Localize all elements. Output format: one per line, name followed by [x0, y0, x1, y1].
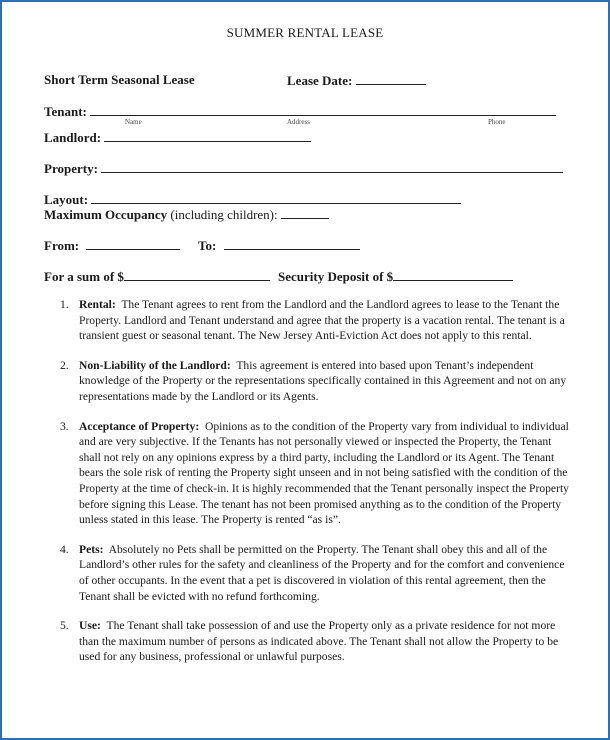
to-label: To:: [198, 238, 217, 253]
clause-heading: Use:: [79, 619, 101, 633]
tenant-address-field[interactable]: [232, 103, 480, 116]
rent-sum-label: For a sum of $: [44, 269, 124, 284]
clause-text: The Tenant shall take possession of and use the Property only as a private residence for not more than the maximum number of persons as indicated above. The Tenant shall not allow the Property to be used for any business, professional or unlawful purposes.: [79, 619, 559, 664]
tenant-name-caption: Name: [125, 118, 142, 126]
clause-number: 4.: [60, 542, 69, 556]
clause-text: Absolutely no Pets shall be permitted on the Property. The Tenant shall obey this and all of the Landlord’s other rules for the safety and cleanliness of the Property and for the comfort and convenience of other occupants. In the event that a pet is discovered in violation of this rental agreement, then the Tenant shall be evicted with no refund forthcoming.: [79, 542, 565, 603]
from-date-field[interactable]: [86, 237, 180, 250]
clause-heading: Acceptance of Property:: [79, 419, 200, 433]
document-title: SUMMER RENTAL LEASE: [226, 25, 384, 40]
max-occupancy-field[interactable]: [281, 206, 329, 219]
property-field[interactable]: [101, 160, 563, 173]
lease-date-row: [287, 72, 426, 89]
landlord-row: [44, 129, 311, 146]
tenant-label: Tenant:: [44, 104, 87, 119]
layout-field[interactable]: [91, 191, 461, 204]
landlord-label: Landlord:: [44, 130, 102, 145]
to-row: [198, 237, 360, 254]
tenant-phone-field[interactable]: [480, 103, 556, 116]
max-occupancy-row: [44, 206, 329, 223]
from-label: From:: [44, 238, 80, 253]
from-row: [44, 237, 180, 254]
clause-text: Opinions as to the condition of the Property vary from individual to individual and are very subjective. If the Tenants has not personally viewed or inspected the Property, the Tenant shall not rely on any opinions express by a third party, including the Landlord or its Agent. The Tenant bears the sole risk of renting the Property sight unseen and in not being satisfied with the condition of the Property at the time of check-in. It is highly recommended that the Tenant personally inspect the Property before signing this Lease. The tenant has not been promised anything as to the condition of the Property unless stated in this lease. The Property is rented “as is”.: [79, 419, 569, 527]
landlord-field[interactable]: [104, 129, 311, 142]
tenant-phone-caption: Phone: [488, 118, 506, 126]
property-label: Property:: [44, 161, 98, 176]
lease-date-field[interactable]: [356, 72, 426, 85]
max-occupancy-note: (including children):: [170, 207, 278, 222]
deposit-row: [278, 268, 513, 285]
clause-use: [52, 618, 572, 665]
clause-rental: [52, 297, 572, 344]
lease-type-label: Short Term Seasonal Lease: [44, 72, 195, 87]
clause-text: This agreement is entered into based upon Tenant’s independent knowledge of the Property or the representations specifically contained in this Agreement and not on any representations made by the Landlord or its Agents.: [79, 358, 567, 403]
clause-heading: Rental:: [79, 298, 116, 311]
max-occupancy-label: Maximum Occupancy: [44, 207, 168, 222]
tenant-address-caption: Address: [287, 118, 310, 126]
clause-heading: Non-Liability of the Landlord:: [79, 358, 231, 372]
rent-sum-field[interactable]: [124, 268, 270, 281]
deposit-field[interactable]: [393, 268, 513, 281]
clause-text: The Tenant agrees to rent from the Landlord and the Landlord agrees to lease to the Tenant the Property. Landlord and Tenant understand and agree that the property is a vacation rental. The tenant is a transient guest or seasonal tenant. The New Jersey Anti-Eviction Act does not apply to this rental.: [79, 298, 565, 343]
clause-number: 3.: [60, 419, 69, 433]
clause-heading: Pets:: [79, 542, 104, 556]
rent-sum-row: [44, 268, 270, 285]
lease-date-label: Lease Date:: [287, 73, 353, 88]
clause-number: 2.: [60, 358, 69, 372]
clause-number: 5.: [60, 619, 69, 633]
tenant-name-field[interactable]: [90, 103, 232, 116]
layout-label: Layout:: [44, 192, 89, 207]
to-date-field[interactable]: [224, 237, 360, 250]
clause-pets: [52, 542, 572, 604]
clause-number: 1.: [60, 298, 69, 311]
clause-acceptance: [52, 419, 572, 528]
property-row: [44, 160, 563, 177]
clause-non-liability: [52, 358, 572, 405]
lease-clauses: [52, 297, 572, 679]
deposit-label: Security Deposit of $: [278, 269, 394, 284]
